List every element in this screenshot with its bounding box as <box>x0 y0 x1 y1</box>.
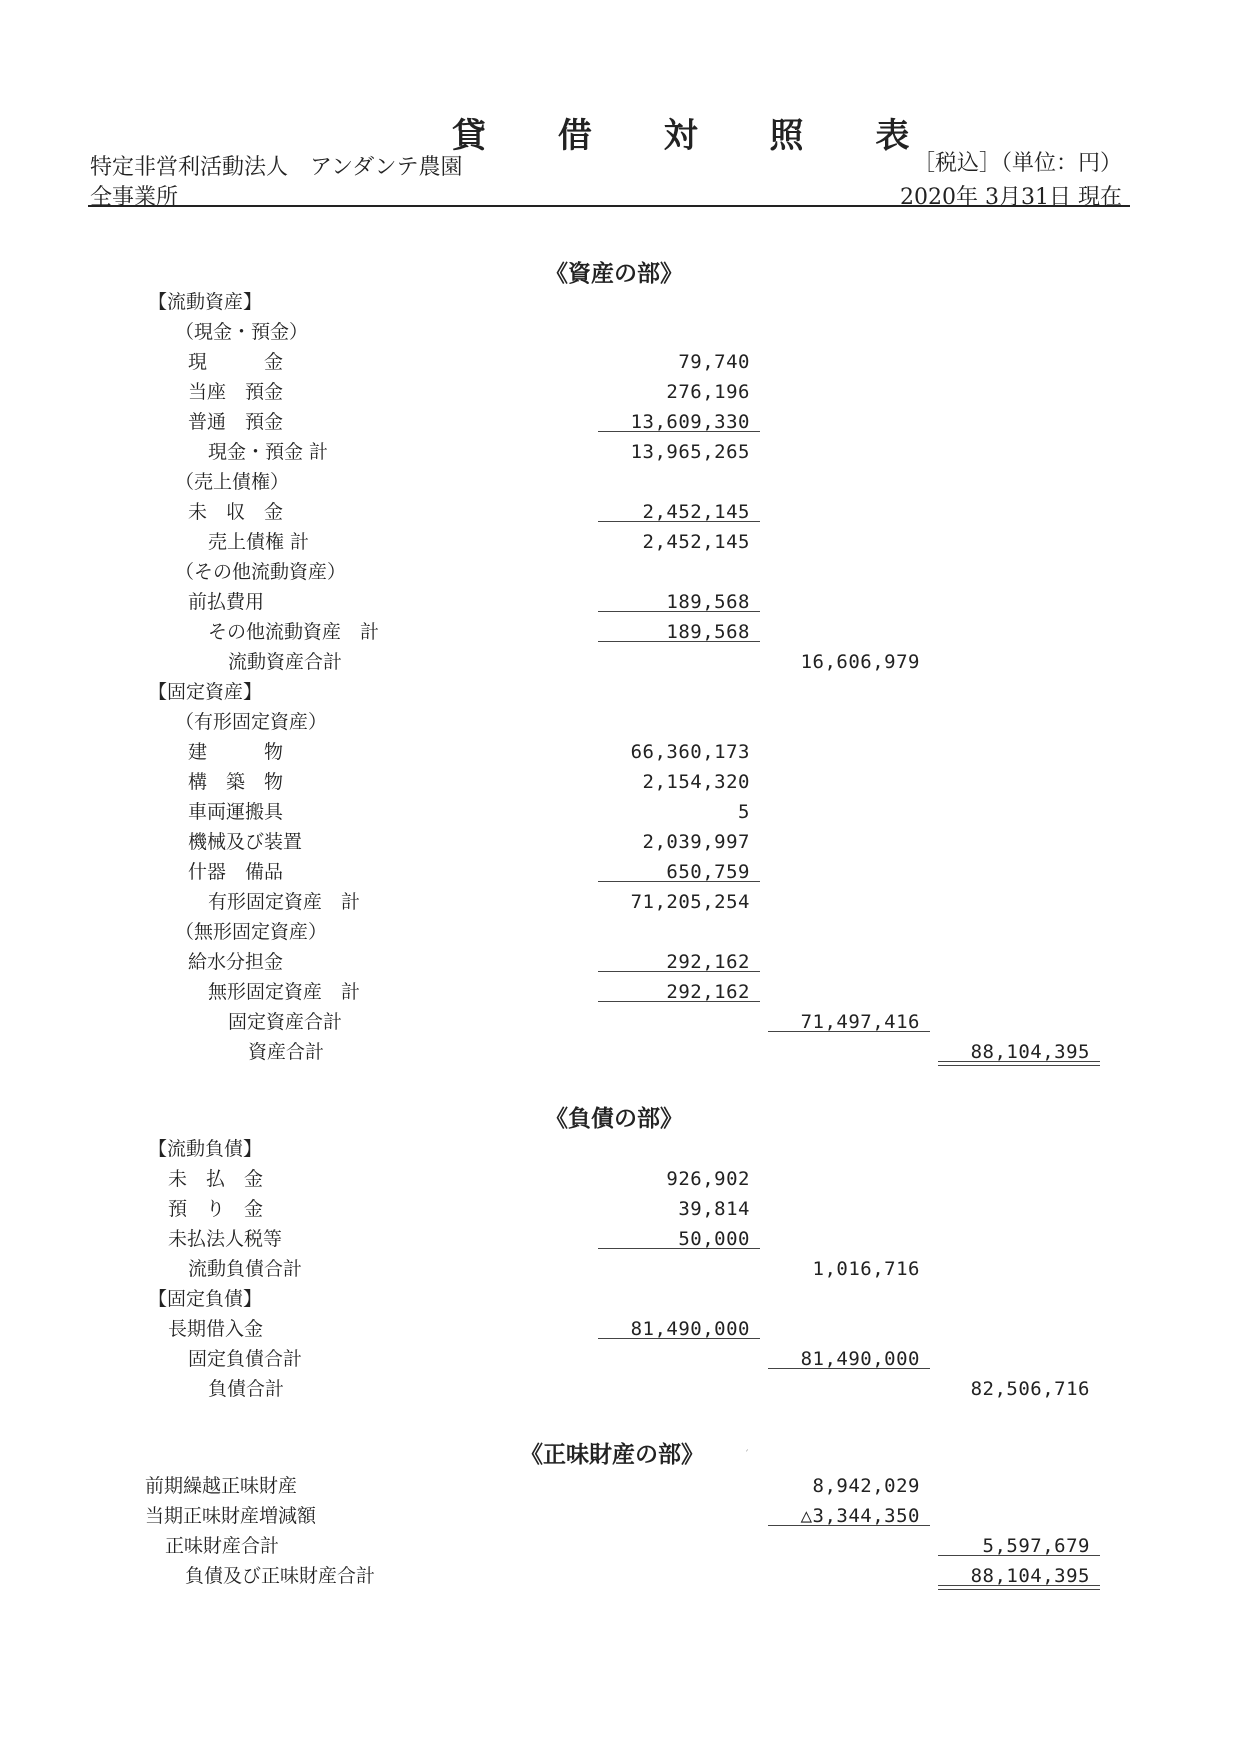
tax-label: 未払法人税等 <box>168 1228 283 1250</box>
buildings-label: 建 物 <box>188 741 284 763</box>
deposits-label: 預 り 金 <box>168 1198 264 1220</box>
grand-total-amount: 88,104,395 <box>970 1565 1090 1587</box>
current-assets-total-label: 流動資産合計 <box>228 651 343 673</box>
underline <box>598 1338 760 1339</box>
double-underline <box>938 1585 1100 1590</box>
prior-net-assets-amount: 8,942,029 <box>812 1475 920 1497</box>
fixed-liabilities-total-label: 固定負債合計 <box>188 1348 303 1370</box>
net-assets-section-title: 《正味財産の部》 <box>520 1442 704 1468</box>
vehicles-amount: 5 <box>738 801 750 823</box>
assets-section-title: 《資産の部》 <box>545 261 683 287</box>
machinery-label: 機械及び装置 <box>188 831 303 853</box>
payable-amount: 926,902 <box>666 1168 750 1190</box>
prepaid-label: 前払費用 <box>188 591 265 613</box>
other-current-total-label: その他流動資産 計 <box>208 621 380 643</box>
liabilities-total-amount: 82,506,716 <box>970 1378 1090 1400</box>
underline <box>598 881 760 882</box>
accrued-amount: 2,452,145 <box>642 501 750 523</box>
current-assets-heading: 【流動資産】 <box>148 291 263 313</box>
underline <box>768 1525 930 1526</box>
water-label: 給水分担金 <box>188 951 284 973</box>
tangible-heading: （有形固定資産） <box>175 711 328 733</box>
prior-net-assets-label: 前期繰越正味財産 <box>145 1475 298 1497</box>
fixed-assets-heading: 【固定資産】 <box>148 681 263 703</box>
current-liabilities-total-label: 流動負債合計 <box>188 1258 303 1280</box>
underline <box>598 611 760 612</box>
fixed-assets-total-amount: 71,497,416 <box>800 1011 920 1033</box>
underline <box>598 1248 760 1249</box>
assets-total-label: 資産合計 <box>248 1041 325 1063</box>
loan-label: 長期借入金 <box>168 1318 264 1340</box>
underline <box>938 1555 1100 1556</box>
structures-amount: 2,154,320 <box>642 771 750 793</box>
prepaid-amount: 189,568 <box>666 591 750 613</box>
vehicles-label: 車両運搬具 <box>188 801 284 823</box>
division-name: 全事業所 <box>90 185 179 210</box>
header-rule <box>88 205 1130 207</box>
organization-name: 特定非営利活動法人 アンダンテ農園 <box>90 155 463 180</box>
cash-total-label: 現金・預金 計 <box>208 441 329 463</box>
buildings-amount: 66,360,173 <box>630 741 750 763</box>
cash-total-amount: 13,965,265 <box>630 441 750 463</box>
water-amount: 292,162 <box>666 951 750 973</box>
machinery-amount: 2,039,997 <box>642 831 750 853</box>
fixed-assets-total-label: 固定資産合計 <box>228 1011 343 1033</box>
fixtures-label: 什器 備品 <box>188 861 284 883</box>
fixed-liabilities-heading: 【固定負債】 <box>148 1288 263 1310</box>
document-title: 貸 借 対 照 表 <box>452 116 940 156</box>
current-liabilities-heading: 【流動負債】 <box>148 1138 263 1160</box>
receivables-heading: （売上債権） <box>175 471 290 493</box>
cash-label: 現 金 <box>188 351 284 373</box>
fixtures-amount: 650,759 <box>666 861 750 883</box>
tangible-total-label: 有形固定資産 計 <box>208 891 361 913</box>
intangible-total-amount: 292,162 <box>666 981 750 1003</box>
receivables-total-amount: 2,452,145 <box>642 531 750 553</box>
underline <box>598 521 760 522</box>
cash-amount: 79,740 <box>678 351 750 373</box>
underline <box>598 641 760 642</box>
receivables-total-label: 売上債権 計 <box>208 531 310 553</box>
tangible-total-amount: 71,205,254 <box>630 891 750 913</box>
intangible-heading: （無形固定資産） <box>175 921 328 943</box>
underline <box>598 1001 760 1002</box>
net-assets-total-label: 正味財産合計 <box>165 1535 280 1557</box>
underline <box>598 431 760 432</box>
structures-label: 構 築 物 <box>188 771 284 793</box>
cash-deposits-heading: （現金・預金） <box>175 321 309 343</box>
other-current-heading: （その他流動資産） <box>175 561 347 583</box>
scan-mark: ´ <box>744 1450 749 1461</box>
underline <box>598 971 760 972</box>
tax-amount: 50,000 <box>678 1228 750 1250</box>
checking-label: 当座 預金 <box>188 381 284 403</box>
other-current-total-amount: 189,568 <box>666 621 750 643</box>
loan-amount: 81,490,000 <box>630 1318 750 1340</box>
ordinary-label: 普通 預金 <box>188 411 284 433</box>
checking-amount: 276,196 <box>666 381 750 403</box>
liabilities-total-label: 負債合計 <box>208 1378 285 1400</box>
intangible-total-label: 無形固定資産 計 <box>208 981 361 1003</box>
tax-unit-note: ［税込］（単位：円） <box>912 151 1122 176</box>
net-assets-change-label: 当期正味財産増減額 <box>145 1505 317 1527</box>
report-date: 2020年 3月31日 現在 <box>900 185 1122 210</box>
current-liabilities-total-amount: 1,016,716 <box>812 1258 920 1280</box>
ordinary-amount: 13,609,330 <box>630 411 750 433</box>
payable-label: 未 払 金 <box>168 1168 264 1190</box>
liabilities-section-title: 《負債の部》 <box>545 1106 683 1132</box>
assets-total-amount: 88,104,395 <box>970 1041 1090 1063</box>
net-assets-change-amount: △3,344,350 <box>800 1505 920 1527</box>
net-assets-total-amount: 5,597,679 <box>982 1535 1090 1557</box>
accrued-label: 未 収 金 <box>188 501 284 523</box>
double-underline <box>938 1061 1100 1066</box>
deposits-amount: 39,814 <box>678 1198 750 1220</box>
current-assets-total-amount: 16,606,979 <box>800 651 920 673</box>
underline <box>768 1368 930 1369</box>
grand-total-label: 負債及び正味財産合計 <box>185 1565 376 1587</box>
fixed-liabilities-total-amount: 81,490,000 <box>800 1348 920 1370</box>
underline <box>768 1031 930 1032</box>
